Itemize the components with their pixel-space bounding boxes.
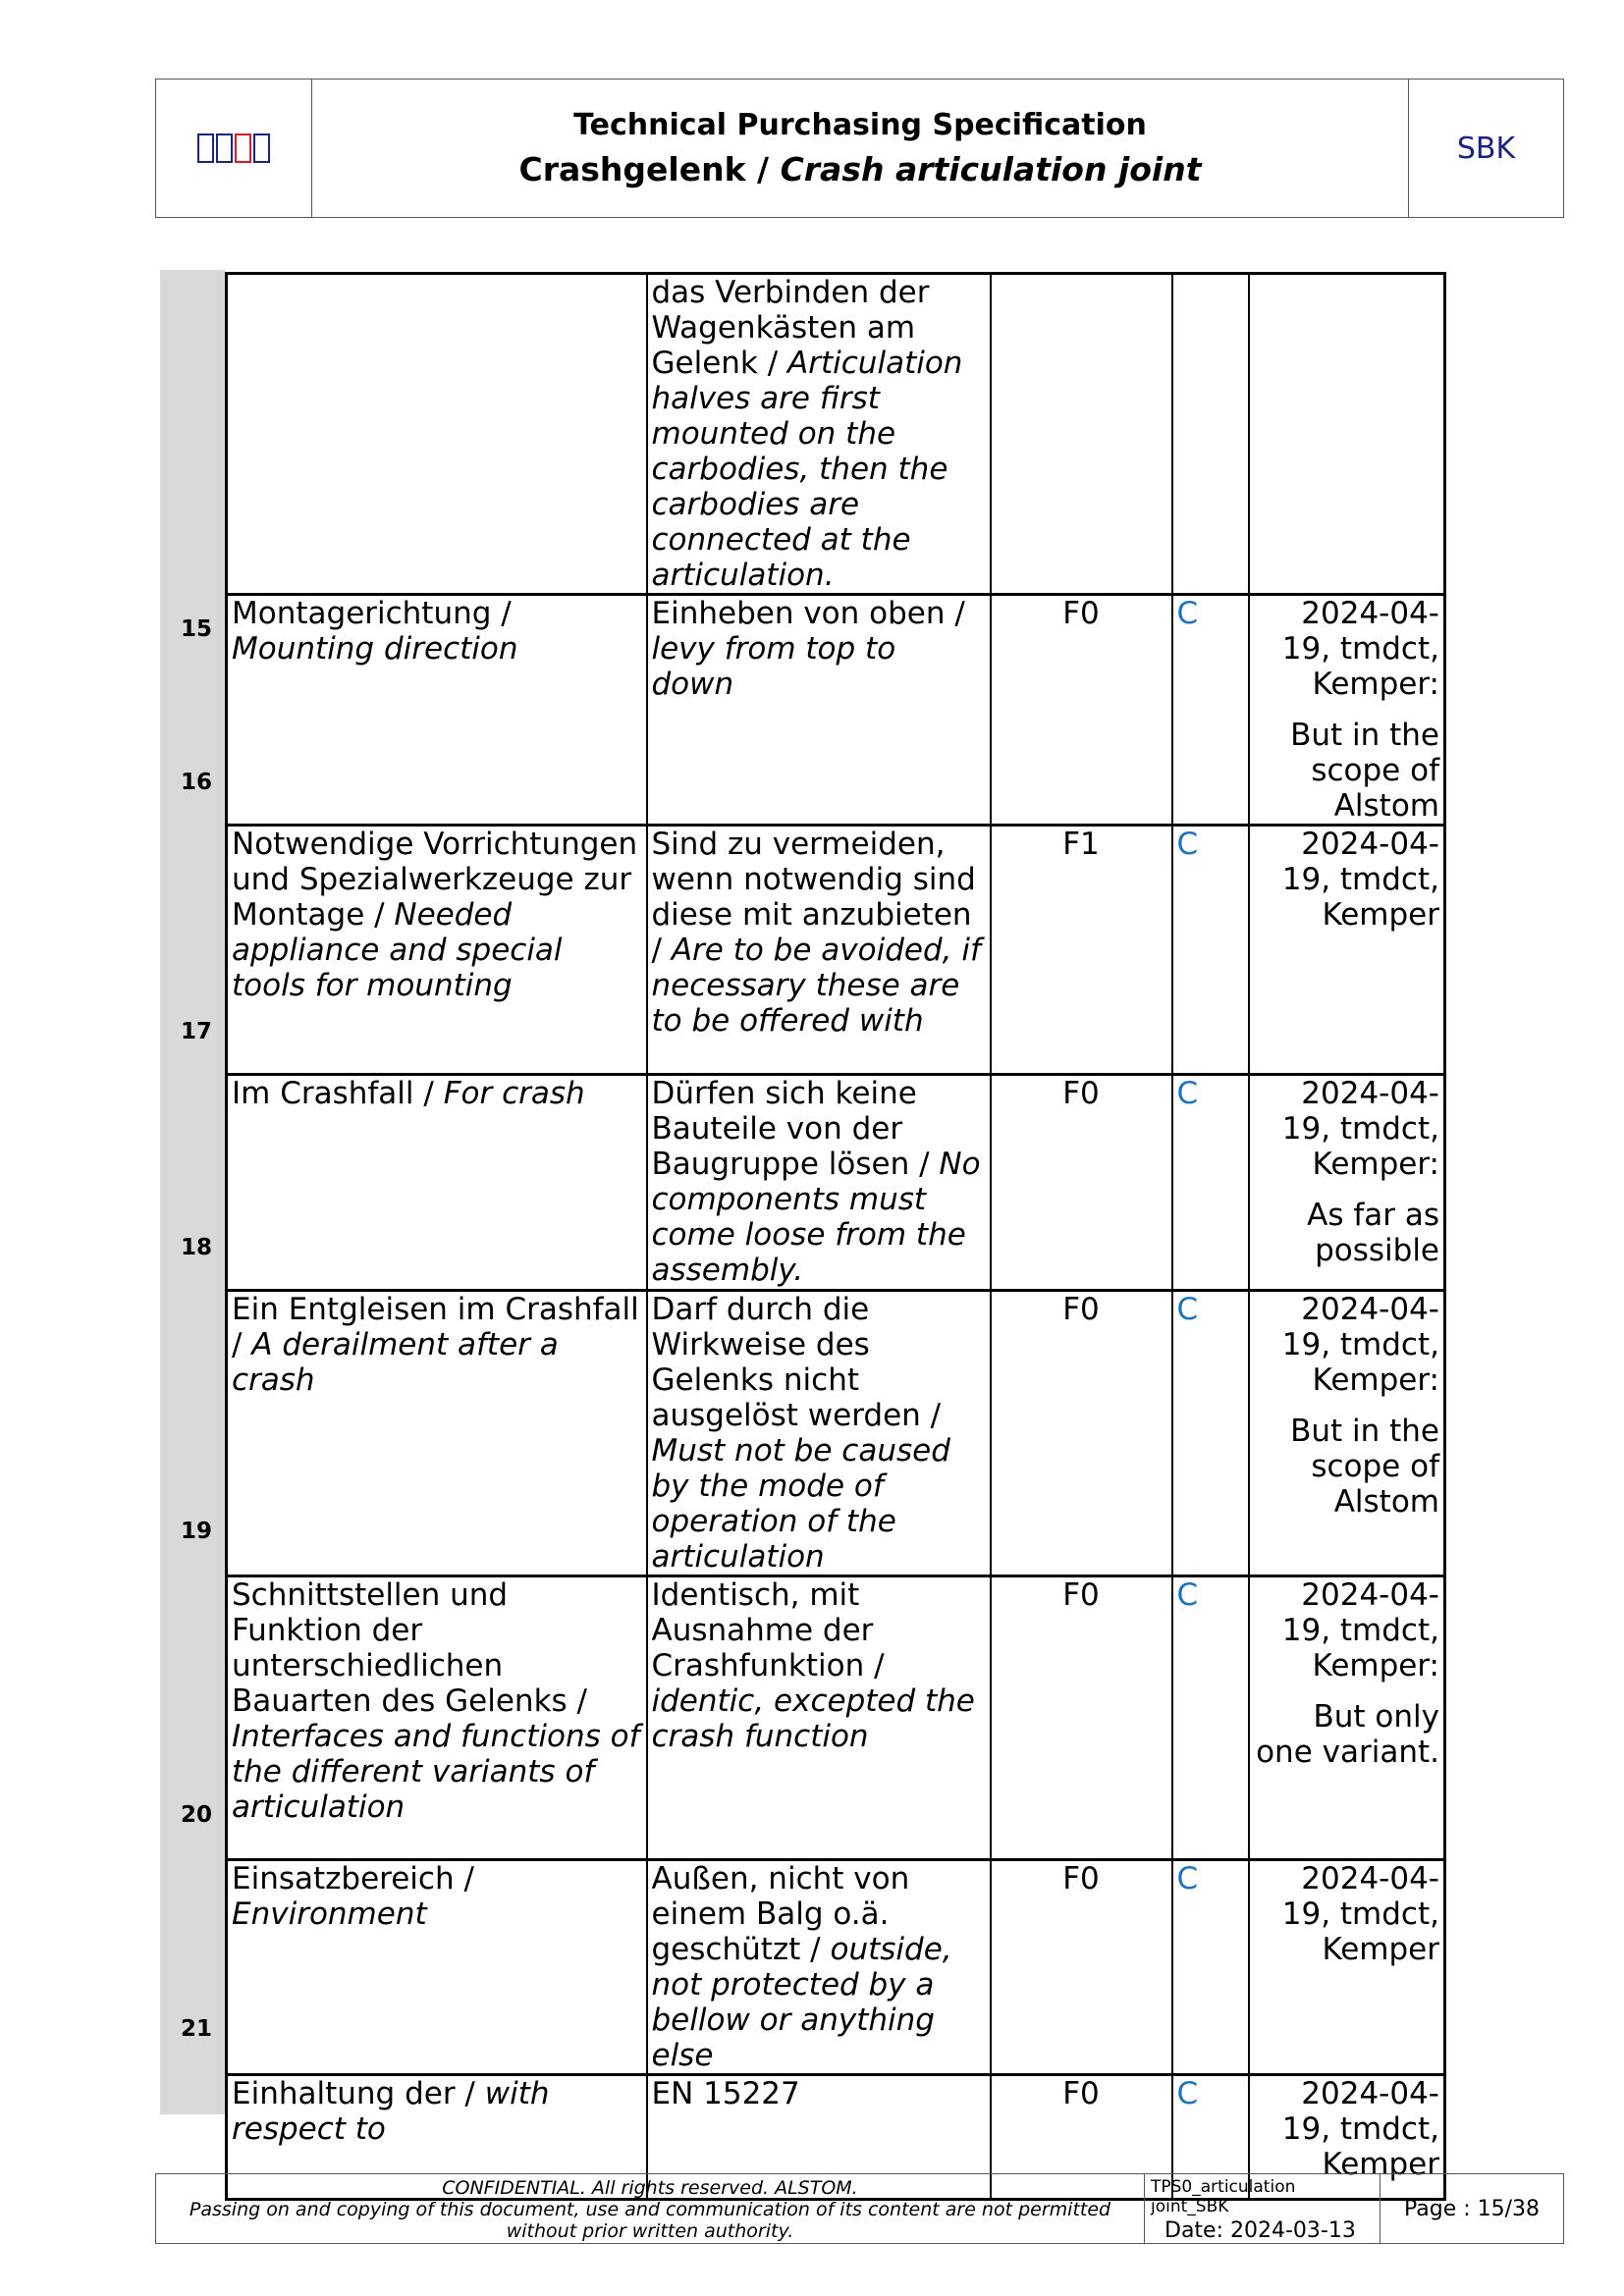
- status-cell: C: [1172, 1075, 1249, 1291]
- row-number: 19: [180, 1519, 212, 1544]
- status-cell: C: [1172, 595, 1249, 826]
- logo-glyph: [235, 133, 251, 163]
- value-de: Identisch, mit Ausnahme der Crashfunktion /: [651, 1577, 885, 1683]
- requirement-cell: [227, 274, 647, 595]
- comment-cell: [1249, 826, 1445, 1075]
- value-en: Are to be avoided, if necessary these are to be offered with: [651, 933, 981, 1039]
- status-cell: C: [1172, 1860, 1249, 2075]
- requirement-de: Ein Entgleisen im Crashfall /: [232, 1292, 639, 1362]
- requirement-en: Interfaces and functions of the different variants of articulation: [232, 1719, 640, 1825]
- level-cell: F0: [991, 1576, 1172, 1860]
- requirements-table: [225, 272, 1446, 2201]
- table-row: [227, 1860, 1445, 2075]
- value-de: Darf durch die Wirkweise des Gelenks nicht ausgelöst werden /: [651, 1292, 942, 1433]
- page-footer: [155, 2173, 1564, 2244]
- value-cell: [647, 1291, 991, 1576]
- table-row: [227, 274, 1445, 595]
- value-cell: [647, 1860, 991, 2075]
- status-cell: C: [1172, 2075, 1249, 2200]
- level-cell: F0: [991, 595, 1172, 826]
- level-cell: F0: [991, 1075, 1172, 1291]
- logo-glyph: [197, 133, 214, 163]
- value-en: Articulation halves are first mounted on the carbodies, then the carbodies are connected at the articulation.: [651, 346, 963, 593]
- table-row: [227, 1291, 1445, 1576]
- value-de: Dürfen sich keine Bauteile von der Baugruppe lösen /: [651, 1076, 930, 1182]
- logo-glyph: [253, 133, 270, 163]
- page-number: Page : 15/38: [1403, 2196, 1541, 2221]
- title-line1: Technical Purchasing Specification: [573, 108, 1147, 142]
- value-cell: [647, 826, 991, 1075]
- comment-head: 2024-04-19, tmdct, Kemper:: [1281, 1577, 1439, 1683]
- table-row: [227, 595, 1445, 826]
- comment-head: 2024-04-19, tmdct, Kemper:: [1281, 1076, 1439, 1182]
- row-number: 17: [180, 1019, 212, 1044]
- value-cell: [647, 1075, 991, 1291]
- page-header: [155, 79, 1564, 218]
- comment-cell: [1249, 274, 1445, 595]
- status-cell: C: [1172, 1291, 1249, 1576]
- value-en: Must not be caused by the mode of operation of the articulation: [651, 1433, 950, 1575]
- alstom-logo: [156, 80, 312, 217]
- value-en: No components must come loose from the assembly.: [651, 1147, 981, 1288]
- status-cell: C: [1172, 826, 1249, 1075]
- comment-cell: [1249, 595, 1445, 826]
- table-row: [227, 826, 1445, 1075]
- value-en: levy from top to down: [651, 631, 896, 702]
- comment-note: But only one variant.: [1256, 1699, 1439, 1770]
- requirement-en: Needed appliance and special tools for mounting: [232, 897, 563, 1003]
- row-number: 20: [180, 1802, 212, 1828]
- comment-cell: [1249, 1291, 1445, 1576]
- value-de: Einheben von oben /: [651, 596, 965, 631]
- value-de: EN 15227: [651, 2076, 800, 2111]
- document-title: [312, 80, 1409, 217]
- requirement-de: Einhaltung der /: [232, 2076, 475, 2111]
- value-de: Sind zu vermeiden, wenn notwendig sind diese mit anzubieten /: [651, 827, 976, 968]
- requirement-cell: [227, 595, 647, 826]
- title-line2: [518, 147, 1201, 192]
- value-cell: [647, 1576, 991, 1860]
- doc-date: Date: 2024-03-13: [1164, 2218, 1356, 2243]
- requirement-cell: [227, 1860, 647, 2075]
- comment-cell: [1249, 1576, 1445, 1860]
- comment-note: As far as possible: [1307, 1198, 1439, 1268]
- requirement-en: with respect to: [232, 2076, 550, 2147]
- row-number: 21: [180, 2016, 212, 2042]
- comment-head: 2024-04-19, tmdct, Kemper:: [1281, 1292, 1439, 1398]
- requirement-cell: [227, 1576, 647, 1860]
- level-cell: F0: [991, 1291, 1172, 1576]
- row-number: 15: [180, 616, 212, 642]
- title-en: Crash articulation joint: [780, 150, 1202, 188]
- status-cell: C: [1172, 1576, 1249, 1860]
- requirement-de: Im Crashfall /: [232, 1076, 434, 1111]
- status-cell: [1172, 274, 1249, 595]
- comment-note: But in the scope of Alstom: [1290, 1414, 1439, 1520]
- value-cell: [647, 274, 991, 595]
- row-number: 16: [180, 770, 212, 795]
- requirement-de: Notwendige Vorrichtungen und Spezialwerkzeuge zur Montage /: [232, 827, 638, 933]
- conf-line2: Passing on and copying of this document, use and communication of its content are not permitted: [189, 2199, 1111, 2220]
- comment-head: 2024-04-19, tmdct, Kemper: [1281, 1861, 1439, 1967]
- requirement-en: For crash: [443, 1076, 585, 1111]
- requirement-cell: [227, 1075, 647, 1291]
- comment-head: 2024-04-19, tmdct, Kemper: [1281, 827, 1439, 933]
- value-cell: [647, 595, 991, 826]
- level-cell: F0: [991, 1860, 1172, 2075]
- row-number: 18: [180, 1235, 212, 1260]
- requirement-en: Environment: [232, 1896, 427, 1932]
- doc-name: TPS0_articulation joint_SBK: [1151, 2177, 1296, 2216]
- row-number-gutter: [160, 270, 225, 2114]
- comment-cell: [1249, 1075, 1445, 1291]
- comment-head: 2024-04-19, tmdct, Kemper: [1281, 2076, 1439, 2182]
- value-en: outside, not protected by a bellow or anything else: [651, 1932, 952, 2073]
- level-cell: F1: [991, 826, 1172, 1075]
- requirement-de: Schnittstellen und Funktion der unterschiedlichen Bauarten des Gelenks /: [232, 1577, 587, 1719]
- level-cell: [991, 274, 1172, 595]
- confidentiality-notice: [156, 2174, 1145, 2243]
- level-cell: F0: [991, 2075, 1172, 2200]
- requirement-de: Einsatzbereich /: [232, 1861, 474, 1896]
- comment-cell: [1249, 1860, 1445, 2075]
- conf-line3: without prior written authority.: [506, 2220, 794, 2242]
- requirement-de: Montagerichtung /: [232, 596, 512, 631]
- table-row: [227, 1075, 1445, 1291]
- table-row: [227, 1576, 1445, 1860]
- comment-head: 2024-04-19, tmdct, Kemper:: [1281, 596, 1439, 702]
- value-en: identic, excepted the crash function: [651, 1683, 975, 1754]
- requirement-cell: [227, 826, 647, 1075]
- logo-glyph: [216, 133, 233, 163]
- document-code: SBK: [1456, 131, 1516, 166]
- value-de: das Verbinden der Wagenkästen am Gelenk /: [651, 275, 930, 381]
- requirement-cell: [227, 1291, 647, 1576]
- requirement-en: A derailment after a crash: [232, 1327, 559, 1398]
- title-de: Crashgelenk /: [518, 150, 770, 188]
- conf-line1: CONFIDENTIAL. All rights reserved. ALSTOM.: [442, 2177, 858, 2199]
- value-de: Außen, nicht von einem Balg o.ä. geschützt /: [651, 1861, 910, 1967]
- requirement-en: Mounting direction: [232, 631, 518, 667]
- comment-note: But in the scope of Alstom: [1290, 718, 1439, 824]
- document-reference: [1145, 2174, 1380, 2243]
